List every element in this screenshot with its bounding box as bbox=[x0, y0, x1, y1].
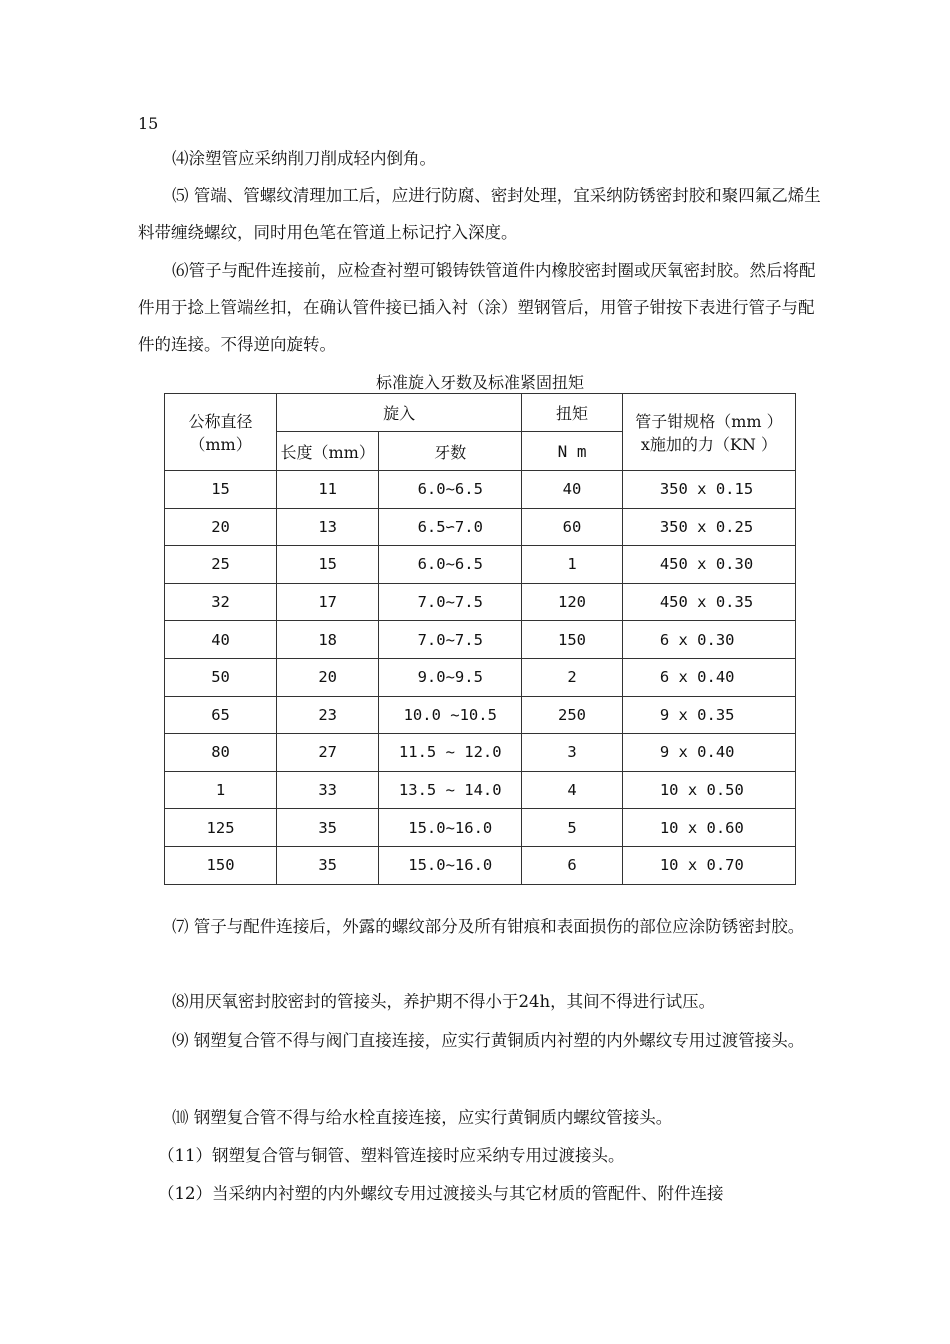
cell-dn: 40 bbox=[165, 621, 277, 659]
paragraph-8: ⑻用厌氧密封胶密封的管接头，养护期不得小于24h，其间不得进行试压。 bbox=[172, 992, 716, 1011]
cell-threads: 15.0~16.0 bbox=[379, 809, 522, 847]
cell-threads: 7.0~7.5 bbox=[379, 583, 522, 621]
table-caption: 标准旋入牙数及标准紧固扭矩 bbox=[375, 373, 584, 392]
cell-torque: 40 bbox=[522, 471, 623, 509]
header-threads: 牙数 bbox=[379, 432, 522, 471]
table-row bbox=[165, 546, 796, 584]
cell-threads: 15.0~16.0 bbox=[379, 846, 522, 884]
cell-length: 18 bbox=[277, 621, 379, 659]
cell-wrench: 350 x 0.25 bbox=[622, 508, 795, 546]
table-row bbox=[165, 734, 796, 772]
cell-dn: 1 bbox=[165, 771, 277, 809]
paragraph-10: ⑽ 钢塑复合管不得与给水栓直接连接，应实行黄铜质内螺纹管接头。 bbox=[172, 1108, 673, 1127]
cell-dn: 80 bbox=[165, 734, 277, 772]
cell-dn: 150 bbox=[165, 846, 277, 884]
table-row bbox=[165, 809, 796, 847]
cell-wrench: 6 x 0.40 bbox=[622, 658, 795, 696]
cell-wrench: 350 x 0.15 bbox=[622, 471, 795, 509]
header-nominal-diameter: 公称直径 （mm） bbox=[165, 394, 277, 471]
paragraph-11: （11）钢塑复合管与铜管、塑料管连接时应采纳专用过渡接头。 bbox=[158, 1146, 625, 1165]
cell-length: 27 bbox=[277, 734, 379, 772]
cell-threads: 6.0~6.5 bbox=[379, 546, 522, 584]
cell-dn: 32 bbox=[165, 583, 277, 621]
cell-wrench: 450 x 0.35 bbox=[622, 583, 795, 621]
table-row bbox=[165, 508, 796, 546]
cell-torque: 120 bbox=[522, 583, 623, 621]
cell-wrench: 9 x 0.40 bbox=[622, 734, 795, 772]
cell-wrench: 9 x 0.35 bbox=[622, 696, 795, 734]
table-row bbox=[165, 696, 796, 734]
cell-length: 13 bbox=[277, 508, 379, 546]
header-length: 长度（mm） bbox=[277, 432, 379, 471]
cell-length: 35 bbox=[277, 809, 379, 847]
cell-threads: 11.5 ~ 12.0 bbox=[379, 734, 522, 772]
cell-wrench: 6 x 0.30 bbox=[622, 621, 795, 659]
cell-length: 35 bbox=[277, 846, 379, 884]
header-screw-in: 旋入 bbox=[277, 394, 522, 432]
paragraph-12: （12）当采纳内衬塑的内外螺纹专用过渡接头与其它材质的管配件、附件连接 bbox=[158, 1184, 724, 1203]
cell-torque: 6 bbox=[522, 846, 623, 884]
cell-length: 33 bbox=[277, 771, 379, 809]
cell-length: 20 bbox=[277, 658, 379, 696]
cell-wrench: 450 x 0.30 bbox=[622, 546, 795, 584]
paragraph-6: ⑹管子与配件连接前，应检查衬塑可锻铸铁管道件内橡胶密封圈或厌氧密封胶。然后将配件用于捻上管端丝扣，在确认管件接已插入衬（涂）塑钢管后，用管子钳按下表进行管子与配件的连接。不得逆向旋转。 bbox=[138, 261, 816, 354]
cell-threads: 9.0~9.5 bbox=[379, 658, 522, 696]
cell-length: 23 bbox=[277, 696, 379, 734]
cell-torque: 4 bbox=[522, 771, 623, 809]
cell-torque: 3 bbox=[522, 734, 623, 772]
cell-dn: 15 bbox=[165, 471, 277, 509]
header-wrench-spec: 管子钳规格（mm ） x施加的力（KN ） bbox=[622, 394, 795, 471]
cell-dn: 50 bbox=[165, 658, 277, 696]
cell-threads: 13.5 ~ 14.0 bbox=[379, 771, 522, 809]
paragraph-7: ⑺ 管子与配件连接后，外露的螺纹部分及所有钳痕和表面损伤的部位应涂防锈密封胶。 bbox=[172, 917, 805, 936]
cell-torque: 150 bbox=[522, 621, 623, 659]
cell-torque: 1 bbox=[522, 546, 623, 584]
cell-length: 17 bbox=[277, 583, 379, 621]
paragraph-5: ⑸ 管端、管螺纹清理加工后，应进行防腐、密封处理，宜采纳防锈密封胶和聚四氟乙烯生料带缠绕螺纹，同时用色笔在管道上标记拧入深度。 bbox=[138, 186, 821, 242]
table-row bbox=[165, 771, 796, 809]
cell-length: 11 bbox=[277, 471, 379, 509]
table-row bbox=[165, 471, 796, 509]
cell-dn: 65 bbox=[165, 696, 277, 734]
paragraph-9: ⑼ 钢塑复合管不得与阀门直接连接，应实行黄铜质内衬塑的内外螺纹专用过渡管接头。 bbox=[172, 1031, 805, 1050]
cell-threads: 6.0~6.5 bbox=[379, 471, 522, 509]
table-row bbox=[165, 658, 796, 696]
table-row bbox=[165, 621, 796, 659]
cell-dn: 125 bbox=[165, 809, 277, 847]
cell-length: 15 bbox=[277, 546, 379, 584]
cell-torque: 2 bbox=[522, 658, 623, 696]
paragraph-4: ⑷涂塑管应采纳削刀削成轻内倒角。 bbox=[172, 149, 436, 168]
cell-threads: 7.0~7.5 bbox=[379, 621, 522, 659]
table-row bbox=[165, 583, 796, 621]
cell-dn: 25 bbox=[165, 546, 277, 584]
cell-torque: 60 bbox=[522, 508, 623, 546]
cell-torque: 5 bbox=[522, 809, 623, 847]
cell-threads: 10.0 ~10.5 bbox=[379, 696, 522, 734]
cell-torque: 250 bbox=[522, 696, 623, 734]
page-number: 15 bbox=[138, 114, 159, 133]
header-torque-unit: N m bbox=[522, 432, 623, 471]
cell-wrench: 10 x 0.60 bbox=[622, 809, 795, 847]
cell-wrench: 10 x 0.50 bbox=[622, 771, 795, 809]
cell-wrench: 10 x 0.70 bbox=[622, 846, 795, 884]
torque-table bbox=[164, 393, 796, 885]
cell-dn: 20 bbox=[165, 508, 277, 546]
table-row bbox=[165, 846, 796, 884]
cell-threads: 6.5∽7.0 bbox=[379, 508, 522, 546]
header-torque: 扭矩 bbox=[522, 394, 623, 432]
